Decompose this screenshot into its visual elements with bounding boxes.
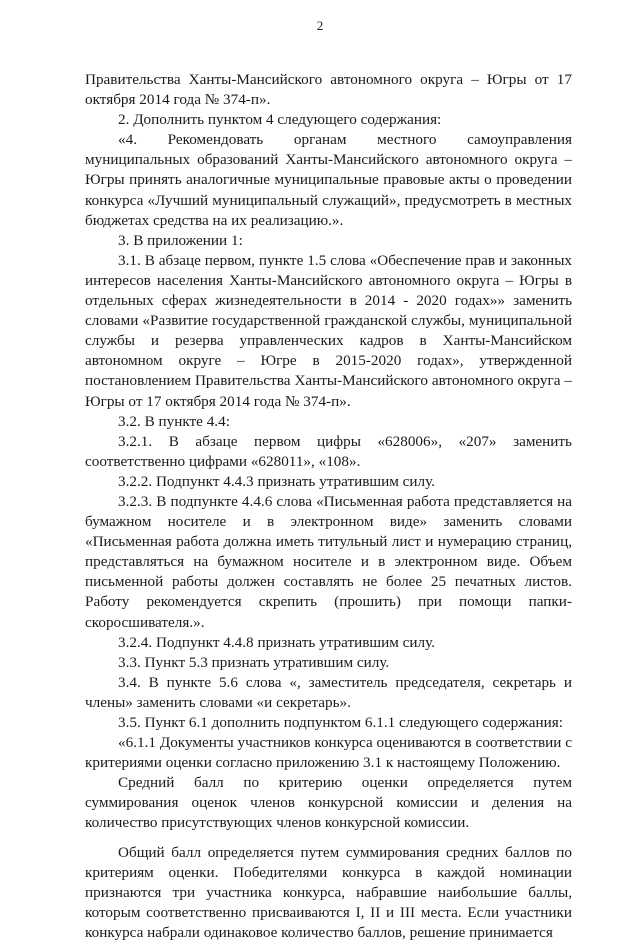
- paragraph: 3.2.1. В абзаце первом цифры «628006», «207» заменить соответственно цифрами «628011», «108».: [85, 432, 572, 470]
- paragraph: 3.4. В пункте 5.6 слова «, заместитель председателя, секретарь и члены» заменить словами «и секретарь».: [85, 673, 572, 711]
- document-body: [85, 70, 572, 943]
- paragraph: 3.5. Пункт 6.1 дополнить подпунктом 6.1.1 следующего содержания:: [118, 714, 563, 731]
- paragraph: 3. В приложении 1:: [118, 231, 243, 249]
- paragraph: 3.2.4. Подпункт 4.4.8 признать утратившим силу.: [118, 633, 435, 651]
- paragraph: 3.2.3. В подпункте 4.4.6 слова «Письменная работа представляется на бумажном носителе и в электронном виде» заменить словами «Письменная работа должна иметь титульный лист и нумерацию страниц, представляться на бумажном носителе и в электронном виде. Объем письменной работы должен составлять не более 25 печатных листов. Работу рекомендуется скрепить (прошить) при помощи папки-скоросшивателя.».: [85, 492, 572, 631]
- page-number: 2: [316, 18, 324, 33]
- paragraph: «6.1.1 Документы участников конкурса оцениваются в соответствии с критериями оценки согласно приложению 3.1 к настоящему Положению.: [85, 734, 572, 772]
- paragraph: Средний балл по критерию оценки определяется путем суммирования оценок членов конкурсной комиссии и деления на количество присутствующих членов конкурсной комиссии.: [85, 774, 572, 832]
- paragraph: 3.3. Пункт 5.3 признать утратившим силу.: [118, 653, 390, 671]
- paragraph: Общий балл определяется путем суммирования средних баллов по критериям оценки. Победителями конкурса в каждой номинации признаются три участника конкурса, набравшие наибольшие баллы, которым соответственно присваиваются I, II и III места. Если участники конкурса набрали одинаковое количество баллов, решение принимается: [85, 843, 572, 941]
- paragraph: Правительства Ханты-Мансийского автономного округа – Югры от 17 октября 2014 года № 374-п».: [85, 71, 572, 109]
- paragraph: 3.2.2. Подпункт 4.4.3 признать утратившим силу.: [118, 472, 435, 490]
- paragraph: 3.2. В пункте 4.4:: [118, 412, 230, 430]
- paragraph: 3.1. В абзаце первом, пункте 1.5 слова «Обеспечение прав и законных интересов населения Ханты-Мансийского автономного округа – Югры в отдельных сферах жизнедеятельности в 2014 - 2020 годах»» заменить словами «Развитие государственной гражданской службы, муниципальной службы и резерва управленческих кадров в Ханты-Мансийском автономном округе – Югре в 2015-2020 годах», утвержденной постановлением Правительства Ханты-Мансийского автономного округа – Югры от 17 октября 2014 года № 374-п».: [85, 251, 572, 410]
- paragraph: «4. Рекомендовать органам местного самоуправления муниципальных образований Ханты-Мансийского автономного округа – Югры принять аналогичные муниципальные правовые акты о проведении конкурса «Лучший муниципальный служащий», предусмотреть в местных бюджетах средства на их реализацию.».: [85, 131, 572, 229]
- paragraph: 2. Дополнить пунктом 4 следующего содержания:: [118, 111, 442, 129]
